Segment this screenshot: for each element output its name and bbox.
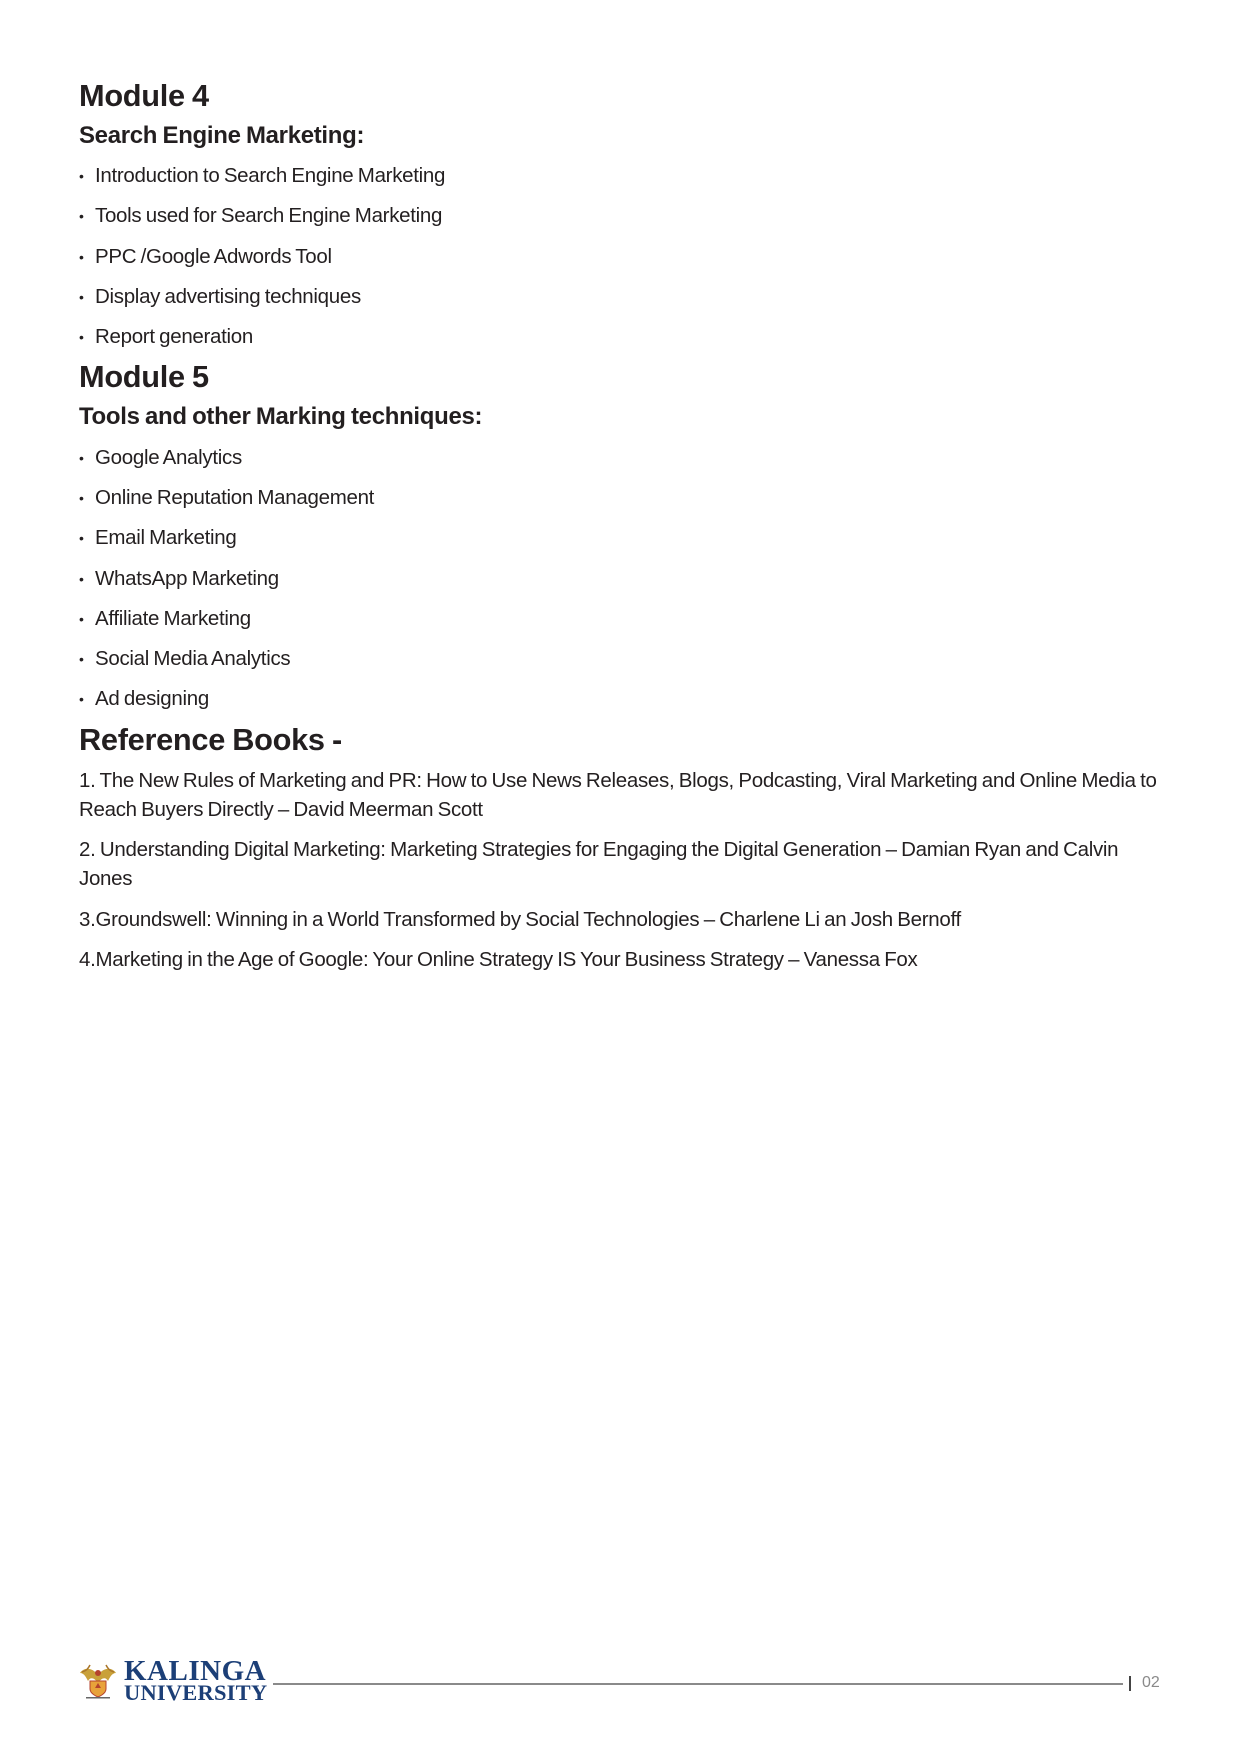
bullet-icon: • bbox=[79, 570, 84, 587]
bullet-icon: • bbox=[79, 530, 84, 547]
logo-line-1: KALINGA bbox=[124, 1655, 267, 1687]
page-footer bbox=[0, 1655, 1241, 1705]
module-5-title: Module 5 bbox=[79, 359, 209, 395]
module-5-subtitle: Tools and other Marking techniques: bbox=[79, 403, 483, 431]
list-item bbox=[79, 437, 1169, 477]
bullet-icon: • bbox=[79, 449, 84, 466]
bullet-icon: • bbox=[79, 651, 84, 668]
list-item bbox=[79, 317, 1169, 357]
university-wordmark bbox=[124, 1655, 268, 1705]
emblem-icon bbox=[78, 1661, 118, 1701]
topic-text: PPC /Google Adwords Tool bbox=[95, 244, 332, 268]
topic-text: Tools used for Search Engine Marketing bbox=[95, 204, 443, 228]
list-item bbox=[79, 518, 1169, 558]
reference-item: 3.Groundswell: Winning in a World Transformed by Social Technologies – Charlene Li an Josh Bernoff bbox=[79, 907, 961, 931]
bullet-icon: • bbox=[79, 610, 84, 627]
footer-divider bbox=[273, 1683, 1123, 1685]
reference-item: 2. Understanding Digital Marketing: Marketing Strategies for Engaging the Digital Generation – Damian Ryan and Calvin Jones bbox=[79, 838, 1119, 891]
topic-text: Display advertising techniques bbox=[95, 285, 361, 309]
list-item bbox=[79, 558, 1169, 598]
logo-line-2: UNIVERSITY bbox=[124, 1679, 268, 1705]
reference-item: 1. The New Rules of Marketing and PR: How to Use News Releases, Blogs, Podcasting, Viral Marketing and Online Media to Reach Buyers Directly – David Meerman Scott bbox=[79, 768, 1157, 821]
list-item bbox=[79, 599, 1169, 639]
page-number: 02 bbox=[1142, 1674, 1160, 1691]
bullet-icon: • bbox=[79, 208, 84, 225]
topic-text: Introduction to Search Engine Marketing bbox=[95, 164, 446, 188]
reference-books-title: Reference Books - bbox=[79, 721, 342, 757]
list-item bbox=[79, 679, 1169, 719]
university-logo bbox=[78, 1655, 268, 1705]
topic-text: Social Media Analytics bbox=[95, 647, 291, 671]
list-item bbox=[79, 277, 1169, 317]
reference-list bbox=[79, 766, 1169, 975]
module-4-subtitle: Search Engine Marketing: bbox=[79, 122, 365, 149]
topic-text: Report generation bbox=[95, 325, 254, 349]
bullet-icon: • bbox=[79, 289, 84, 306]
topic-text: Affiliate Marketing bbox=[95, 606, 251, 630]
page-content bbox=[79, 76, 1169, 986]
bullet-icon: • bbox=[79, 489, 84, 506]
bullet-icon: • bbox=[79, 168, 84, 185]
topic-text: Email Marketing bbox=[95, 526, 237, 550]
list-item bbox=[79, 196, 1169, 236]
list-item bbox=[79, 156, 1169, 196]
topic-text: WhatsApp Marketing bbox=[95, 566, 279, 590]
footer-tick-mark bbox=[1129, 1676, 1131, 1691]
module-4-topic-list bbox=[79, 156, 1169, 357]
module-5-topic-list bbox=[79, 437, 1169, 719]
reference-item: 4.Marketing in the Age of Google: Your Online Strategy IS Your Business Strategy – Vanessa Fox bbox=[79, 948, 918, 972]
module-4-title: Module 4 bbox=[79, 78, 209, 113]
bullet-icon: • bbox=[79, 329, 84, 346]
list-item bbox=[79, 639, 1169, 679]
topic-text: Online Reputation Management bbox=[95, 485, 375, 509]
bullet-icon: • bbox=[79, 691, 84, 708]
topic-text: Google Analytics bbox=[95, 445, 242, 469]
list-item bbox=[79, 237, 1169, 277]
topic-text: Ad designing bbox=[95, 687, 209, 711]
list-item bbox=[79, 478, 1169, 518]
bullet-icon: • bbox=[79, 248, 84, 265]
